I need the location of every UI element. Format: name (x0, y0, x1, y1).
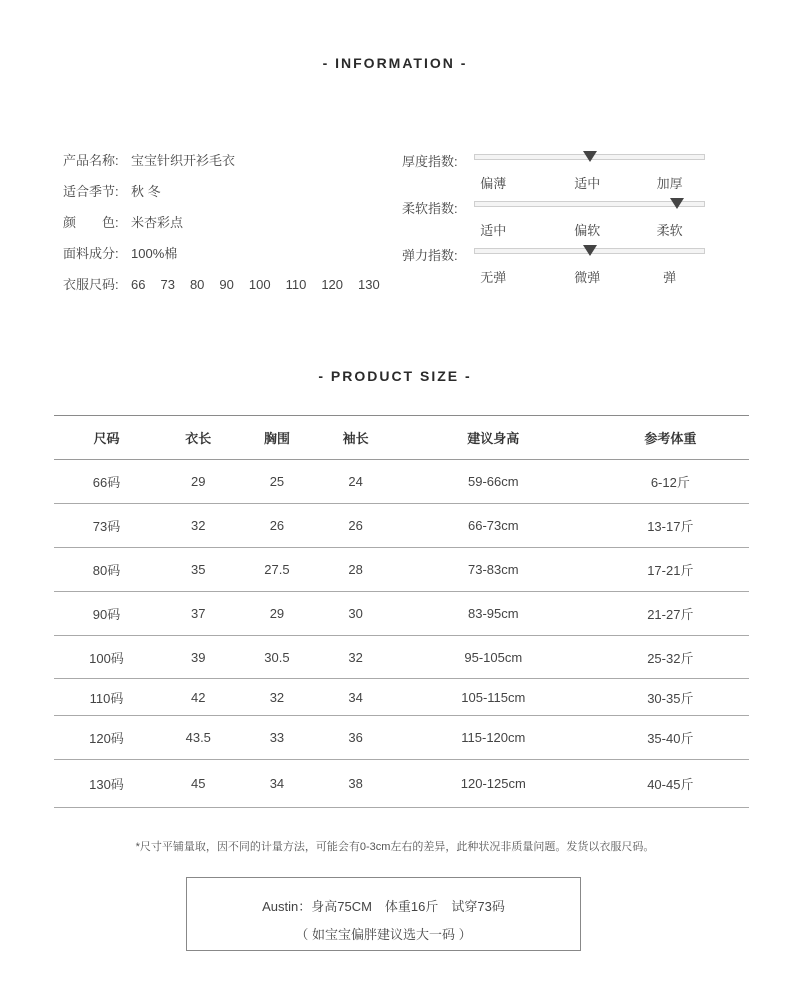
table-cell: 24 (316, 460, 395, 504)
table-cell: 59-66cm (395, 460, 592, 504)
table-cell: 120-125cm (395, 760, 592, 808)
index-label: 厚度指数: (402, 154, 458, 169)
table-row (54, 636, 749, 679)
header-size: 尺码 (54, 416, 159, 460)
table-cell: 37 (159, 592, 238, 636)
table-cell: 25 (238, 460, 317, 504)
table-cell: 115-120cm (395, 716, 592, 760)
info-key: 适合季节: (63, 184, 119, 199)
table-cell: 105-115cm (395, 679, 592, 716)
info-key: 颜 色: (63, 215, 119, 230)
header-sleeve: 袖长 (316, 416, 395, 460)
info-key: 衣服尺码: (63, 277, 119, 292)
index-option: 微弹 (574, 270, 601, 285)
index-option: 弹 (663, 270, 677, 285)
size-list (131, 276, 395, 294)
table-cell: 25-32斤 (592, 636, 749, 679)
table-row (54, 760, 749, 808)
table-cell: 83-95cm (395, 592, 592, 636)
table-cell: 26 (238, 504, 317, 548)
table-cell: 66码 (54, 460, 159, 504)
index-option: 加厚 (656, 176, 683, 191)
index-marker-icon (583, 151, 597, 162)
sample-fit-advice: （ 如宝宝偏胖建议选大一码 ） (295, 927, 472, 942)
table-cell: 30.5 (238, 636, 317, 679)
header-height: 建议身高 (395, 416, 592, 460)
table-cell: 17-21斤 (592, 548, 749, 592)
index-option: 偏薄 (480, 176, 507, 191)
info-row-fabric (63, 245, 395, 276)
sample-fit-text: Austin：身高75CM 体重16斤 试穿73码 (262, 899, 505, 914)
size-option: 90 (219, 277, 234, 292)
table-cell: 28 (316, 548, 395, 592)
header-chest: 胸围 (238, 416, 317, 460)
table-cell: 130码 (54, 760, 159, 808)
table-cell: 40-45斤 (592, 760, 749, 808)
info-value: 宝宝针织开衫毛衣 (131, 153, 236, 168)
table-cell: 90码 (54, 592, 159, 636)
table-cell: 38 (316, 760, 395, 808)
info-row-name (63, 152, 395, 183)
table-cell: 33 (238, 716, 317, 760)
table-cell: 42 (159, 679, 238, 716)
table-cell: 32 (238, 679, 317, 716)
size-option: 120 (321, 277, 344, 292)
table-cell: 30-35斤 (592, 679, 749, 716)
info-row-season (63, 183, 395, 214)
table-cell: 45 (159, 760, 238, 808)
table-cell: 36 (316, 716, 395, 760)
table-cell: 13-17斤 (592, 504, 749, 548)
table-cell: 34 (238, 760, 317, 808)
size-table (54, 415, 749, 808)
size-option: 110 (285, 277, 307, 292)
product-size-title: - PRODUCT SIZE - (318, 368, 472, 384)
info-value: 100%棉 (131, 246, 178, 261)
index-option: 偏软 (574, 223, 601, 238)
table-cell: 73码 (54, 504, 159, 548)
sample-fit-box (186, 877, 581, 951)
index-track (474, 154, 705, 191)
table-row (54, 460, 749, 504)
info-row-sizes (63, 276, 395, 307)
table-cell: 32 (316, 636, 395, 679)
size-option: 73 (160, 277, 175, 292)
index-option: 柔软 (656, 223, 683, 238)
table-cell: 73-83cm (395, 548, 592, 592)
table-cell: 35-40斤 (592, 716, 749, 760)
table-cell: 30 (316, 592, 395, 636)
table-cell: 110码 (54, 679, 159, 716)
table-cell: 29 (238, 592, 317, 636)
table-cell: 26 (316, 504, 395, 548)
softness-index (402, 198, 712, 242)
index-marker-icon (670, 198, 684, 209)
index-option: 适中 (480, 223, 507, 238)
index-label: 弹力指数: (402, 248, 458, 263)
info-value: 米杏彩点 (131, 215, 184, 230)
table-row (54, 548, 749, 592)
table-row (54, 679, 749, 716)
information-title: - INFORMATION - (322, 55, 468, 71)
header-length: 衣长 (159, 416, 238, 460)
size-option: 66 (131, 277, 146, 292)
index-option: 适中 (574, 176, 601, 191)
table-cell: 95-105cm (395, 636, 592, 679)
index-track (474, 201, 705, 238)
elasticity-index (402, 245, 712, 289)
table-cell: 29 (159, 460, 238, 504)
index-track (474, 248, 705, 285)
table-cell: 34 (316, 679, 395, 716)
table-cell: 35 (159, 548, 238, 592)
table-cell: 120码 (54, 716, 159, 760)
index-option: 无弹 (480, 270, 507, 285)
size-option: 130 (358, 277, 380, 292)
info-value: 秋 冬 (131, 184, 161, 199)
info-key: 产品名称: (63, 153, 119, 168)
table-row (54, 592, 749, 636)
size-option: 100 (248, 277, 271, 292)
index-label: 柔软指数: (402, 201, 458, 216)
table-cell: 100码 (54, 636, 159, 679)
table-cell: 6-12斤 (592, 460, 749, 504)
product-info-list (63, 152, 395, 307)
table-cell: 32 (159, 504, 238, 548)
info-key: 面料成分: (63, 246, 119, 261)
index-marker-icon (583, 245, 597, 256)
table-cell: 43.5 (159, 716, 238, 760)
table-cell: 80码 (54, 548, 159, 592)
table-row (54, 716, 749, 760)
measurement-note: *尺寸平铺量取，因不同的计量方法，可能会有0-3cm左右的差异，此种状况非质量问题。发货以衣服尺码。 (135, 841, 655, 853)
size-option: 80 (189, 277, 205, 292)
table-row (54, 504, 749, 548)
info-row-color (63, 214, 395, 245)
table-header-row (54, 416, 749, 460)
thickness-index (402, 151, 712, 195)
table-cell: 39 (159, 636, 238, 679)
header-weight: 参考体重 (592, 416, 749, 460)
table-cell: 21-27斤 (592, 592, 749, 636)
table-cell: 27.5 (238, 548, 317, 592)
table-cell: 66-73cm (395, 504, 592, 548)
